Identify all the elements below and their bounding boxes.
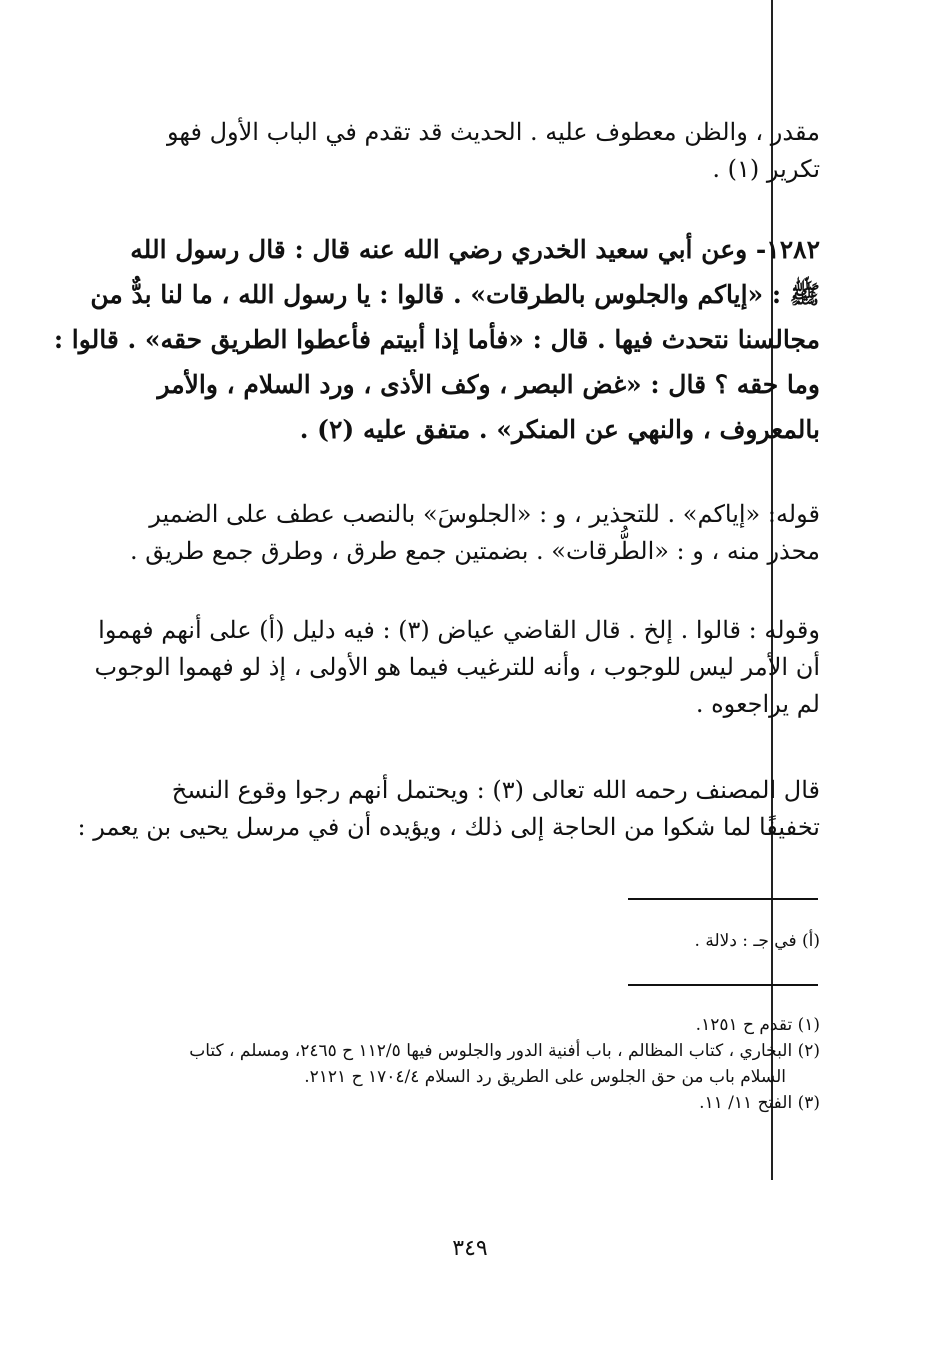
- footnote-line: (٣) الفتح ١١/ ١١.: [699, 1093, 820, 1113]
- page-number: ٣٤٩: [452, 1236, 488, 1261]
- text-line: قال المصنف رحمه الله تعالى (٣) : ويحتمل أنهم رجوا وقوع النسخ: [171, 776, 820, 804]
- text-line: محذر منه ، و : «الطُّرقات» . بضمتين جمع طرق ، وطرق جمع طريق .: [129, 537, 820, 565]
- text-line: قوله: «إياكم» . للتحذير ، و : «الجلوسَ» بالنصب عطف على الضمير: [149, 500, 820, 528]
- hadith-paragraph: [53, 227, 820, 452]
- footnote-line: (٢) البخاري ، كتاب المظالم ، باب أفنية الدور والجلوس فيها ١١٢/٥ ح ٢٤٦٥، ومسلم ، كتاب: [189, 1041, 820, 1061]
- footnotes: [155, 1012, 820, 1116]
- hadith-line: وما حقه ؟ قال : «غض البصر ، وكف الأذى ، ورد السلام ، والأمر: [157, 370, 820, 399]
- text-line: أن الأمر ليس للوجوب ، وأنه للترغيب فيما هو الأولى ، إذ لو فهموا الوجوب: [94, 653, 820, 681]
- text-line: مقدر ، والظن معطوف عليه . الحديث قد تقدم في الباب الأول فهو: [167, 118, 820, 146]
- footnote-separator: [628, 984, 818, 986]
- author-paragraph: [77, 772, 820, 846]
- text-line: تخفيفًا لما شكوا من الحاجة إلى ذلك ، ويؤيده أن في مرسل يحيى بن يعمر :: [77, 813, 820, 841]
- hadith-line: ١٢٨٢- وعن أبي سعيد الخدري رضي الله عنه قال : قال رسول الله: [130, 235, 820, 264]
- footnote-separator: [628, 898, 818, 900]
- hadith-line: ﷺ : «إياكم والجلوس بالطرقات» . قالوا : يا رسول الله ، ما لنا بدٌّ من: [90, 280, 820, 309]
- footnote-line: (١) تقدم ح ١٢٥١.: [695, 1015, 820, 1035]
- qadi-iyad-paragraph: [94, 612, 820, 723]
- hadith-line: مجالسنا نتحدث فيها . قال : «فأما إذا أبيتم فأعطوا الطريق حقه» . قالوا :: [53, 325, 820, 354]
- text-line: وقوله : قالوا . إلخ . قال القاضي عياض (٣) : فيه دليل (أ) على أنهم فهموا: [98, 616, 820, 644]
- paragraph-intro: [155, 114, 820, 188]
- variant-note-line: (أ) في جـ : دلالة .: [694, 931, 820, 951]
- text-line: تكرير (١) .: [712, 155, 820, 183]
- text-line: لم يراجعوه .: [695, 690, 820, 718]
- footnote-line: السلام باب من حق الجلوس على الطريق رد السلام ١٧٠٤/٤ ح ٢١٢١.: [304, 1067, 786, 1087]
- hadith-line: بالمعروف ، والنهي عن المنكر» . متفق عليه (٢) .: [299, 415, 820, 444]
- variant-note: [155, 928, 820, 954]
- commentary-paragraph: [129, 496, 820, 570]
